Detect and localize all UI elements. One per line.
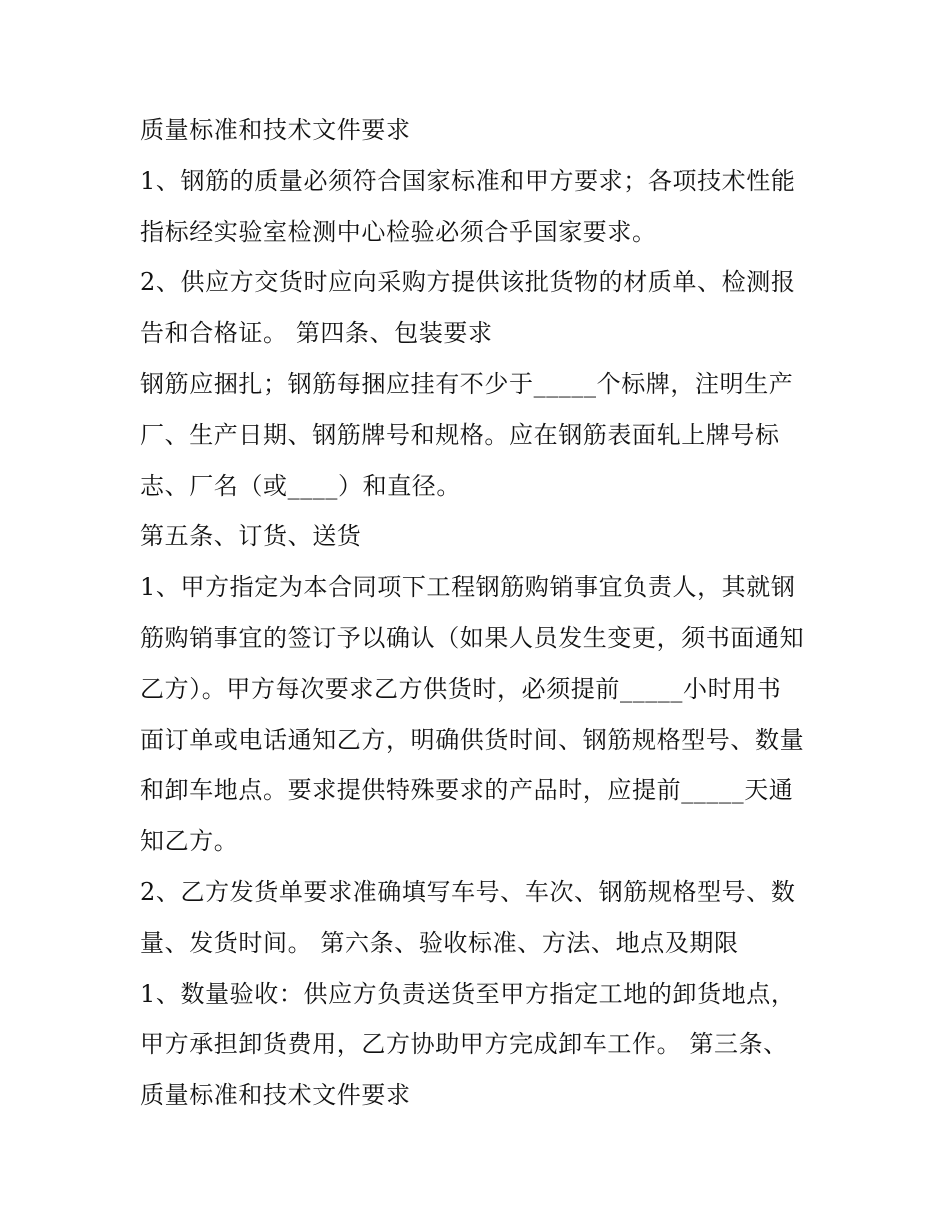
text-line: 筋购销事宜的签订予以确认（如果人员发生变更，须书面通知	[140, 623, 805, 652]
text-line: 1、甲方指定为本合同项下工程钢筋购销事宜负责人，其就钢	[140, 573, 796, 602]
text-line: 知乙方。	[140, 827, 239, 856]
text-line: 乙方）。甲方每次要求乙方供货时，必须提前_____小时用书	[140, 674, 782, 703]
text-line: 告和合格证。 第四条、包装要求	[140, 319, 493, 348]
text-line: 和卸车地点。要求提供特殊要求的产品时，应提前_____天通	[140, 776, 794, 805]
text-line: 1、数量验收：供应方负责送货至甲方指定工地的卸货地点，	[140, 979, 796, 1008]
text-line: 2、乙方发货单要求准确填写车号、车次、钢筋规格型号、数	[140, 877, 796, 906]
text-line-section-heading: 第五条、订货、送货	[140, 522, 362, 551]
text-line: 面订单或电话通知乙方，明确供货时间、钢筋规格型号、数量	[140, 725, 805, 754]
text-line: 量、发货时间。 第六条、验收标准、方法、地点及期限	[140, 928, 739, 957]
text-line: 1、钢筋的质量必须符合国家标准和甲方要求；各项技术性能	[140, 166, 796, 195]
text-line: 钢筋应捆扎；钢筋每捆应挂有不少于_____个标牌，注明生产	[140, 369, 794, 398]
text-line-section-heading: 质量标准和技术文件要求	[140, 116, 411, 144]
document-body	[140, 105, 840, 1121]
text-line: 厂、生产日期、钢筋牌号和规格。应在钢筋表面轧上牌号标	[140, 420, 780, 449]
text-line: 指标经实验室检测中心检验必须合乎国家要求。	[140, 217, 657, 246]
text-line: 志、厂名（或____）和直径。	[140, 471, 461, 500]
text-line: 甲方承担卸货费用，乙方协助甲方完成卸车工作。 第三条、	[140, 1030, 788, 1059]
text-line-section-heading: 质量标准和技术文件要求	[140, 1081, 411, 1110]
text-line: 2、供应方交货时应向采购方提供该批货物的材质单、检测报	[140, 268, 796, 297]
